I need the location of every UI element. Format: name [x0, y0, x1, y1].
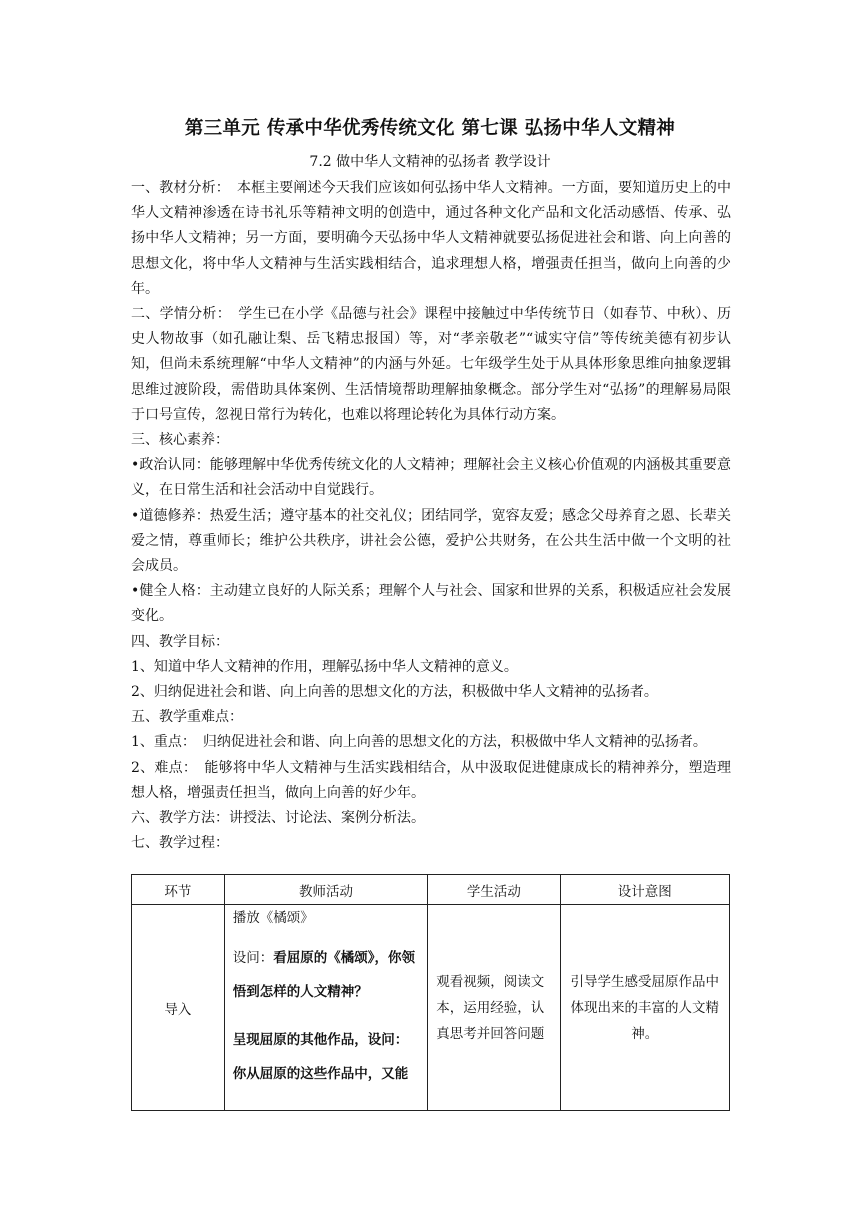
question-prefix: 设问：	[232, 950, 274, 966]
difficult-point-item: 2、难点： 能够将中华人文精神与生活实践相结合，从中汲取促进健康成长的精神养分，塑造理想人格，增强责任担当，做向上向善的好少年。	[131, 759, 731, 801]
table-header-cell: 设计意图	[560, 875, 729, 905]
section-student-analysis: 二、学情分析： 学生已在小学《品德与社会》课程中接触过中华传统节日（如春节、中秋）、历史人物故事（如孔融让梨、岳飞精忠报国）等，对“孝亲敬老”“诚实守信”等传统美德有初步认知，但尚未系统理解“中华人文精神”的内涵与外延。七年级学生处于从具体形象思维向抽象逻辑思维过渡阶段，需借助具体案例、生活情境帮助理解抽象概念。部分学生对“弘扬”的理解易局限于口号宣传，忽视日常行为转化，也难以将理论转化为具体行动方案。	[131, 306, 731, 423]
question-text: 呈现屈原的其他作品，设问：你从屈原的这些作品中，又能	[232, 1032, 409, 1082]
teacher-question-1	[233, 941, 421, 1009]
teacher-question-2	[233, 1023, 421, 1091]
teaching-process-table	[131, 874, 730, 1111]
section-objectives-heading: 四、教学目标：	[131, 633, 229, 650]
teacher-intro: 播放《橘颂》	[232, 910, 314, 926]
literacy-item-personality: •健全人格：主动建立良好的人际关系；理解个人与社会、国家和世界的关系，积极适应社会发展变化。	[131, 583, 731, 625]
literacy-item-political: •政治认同：能够理解中华优秀传统文化的人文精神；理解社会主义核心价值观的内涵极其重要意义，在日常生活和社会活动中自觉践行。	[131, 457, 731, 499]
key-point-item: 1、重点： 归纳促进社会和谐、向上向善的思想文化的方法，积极做中华人文精神的弘扬者。	[131, 734, 707, 751]
document-subtitle: 7.2 做中华人文精神的弘扬者 教学设计	[309, 154, 551, 170]
student-activity-cell: 观看视频，阅读文本，运用经验，认真思考并回答问题	[428, 905, 560, 1111]
table-header-cell: 环节	[132, 875, 225, 905]
document-body	[131, 176, 731, 856]
section-core-literacy-heading: 三、核心素养：	[131, 432, 229, 449]
section-textbook-analysis: 一、教材分析： 本框主要阐述今天我们应该如何弘扬中华人文精神。一方面，要知道历史上的中华人文精神渗透在诗书礼乐等精神文明的创造中，通过各种文化产品和文化活动感悟、传承、弘扬中华人文精神；另一方面，要明确今天弘扬中华人文精神就要弘扬促进社会和谐、向上向善的思想文化，将中华人文精神与生活实践相结合，追求理想人格，增强责任担当，做向上向善的少年。	[131, 180, 731, 297]
objective-item-2: 2、归纳促进社会和谐、向上向善的思想文化的方法，积极做中华人文精神的弘扬者。	[131, 684, 658, 701]
stage-cell: 导入	[132, 905, 225, 1111]
table-header-cell: 教师活动	[224, 875, 427, 905]
table-row	[132, 905, 730, 1111]
section-process-heading: 七、教学过程：	[131, 835, 229, 852]
question-text: 看屈原的《橘颂》，你领悟到怎样的人文精神？	[232, 950, 416, 1000]
table-header-cell: 学生活动	[428, 875, 560, 905]
table-header-row	[132, 875, 730, 905]
objective-item-1: 1、知道中华人文精神的作用，理解弘扬中华人文精神的意义。	[131, 658, 518, 675]
design-intent-cell: 引导学生感受屈原作品中体现出来的丰富的人文精神。	[560, 905, 729, 1111]
section-key-points-heading: 五、教学重难点：	[131, 709, 243, 726]
section-methods: 六、教学方法：讲授法、讨论法、案例分析法。	[131, 810, 425, 827]
literacy-item-moral: •道德修养：热爱生活；遵守基本的社交礼仪；团结同学，宽容友爱；感念父母养育之恩、长辈关爱之情，尊重师长；维护公共秩序，讲社会公德，爱护公共财务，在公共生活中做一个文明的社会成员。	[131, 507, 731, 575]
document-title: 第三单元 传承中华优秀传统文化 第七课 弘扬中华人文精神	[184, 118, 676, 139]
teacher-activity-cell	[224, 905, 427, 1111]
